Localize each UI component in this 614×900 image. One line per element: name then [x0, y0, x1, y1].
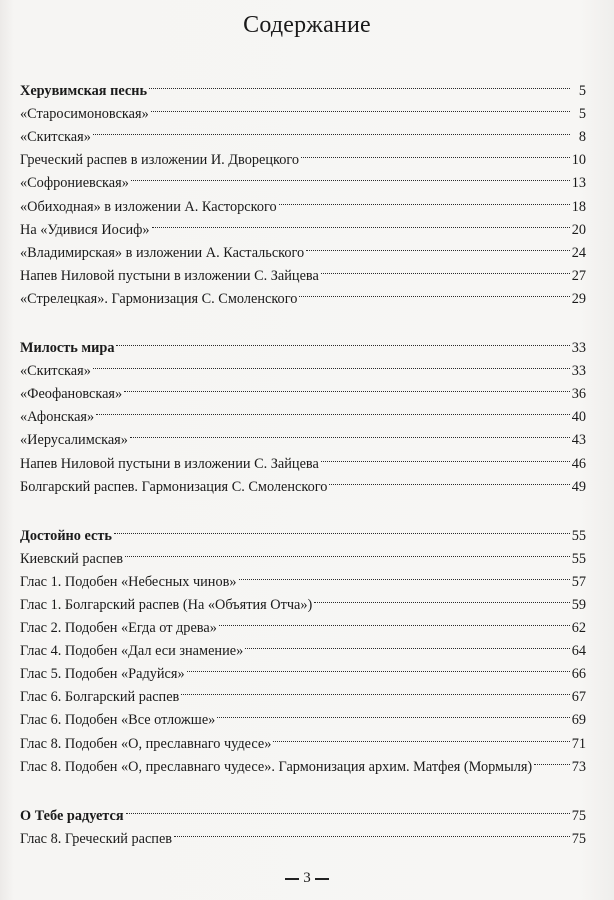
toc-page-number: 29 [571, 290, 586, 307]
toc-entry-label: «Афонская» [20, 409, 95, 426]
toc-entry[interactable] [20, 398, 586, 426]
toc-page-number: 5 [578, 83, 586, 100]
toc-page-number: 46 [571, 455, 586, 472]
toc-page-number: 75 [571, 807, 586, 824]
toc-entry-label: Глас 8. Греческий распев [20, 830, 173, 847]
toc-page-number: 69 [571, 712, 586, 729]
dot-leader [321, 444, 570, 467]
dot-leader [131, 164, 570, 187]
toc-page-number: 33 [571, 363, 586, 380]
toc-entry-label: «Владимирская» в изложении А. Кастальского [20, 244, 305, 261]
toc-page-number: 62 [571, 620, 586, 637]
dot-leader [299, 280, 569, 303]
toc-heading-label: Херувимская песнь [20, 83, 148, 100]
toc-page-number: 59 [571, 596, 586, 613]
dot-leader [93, 352, 570, 375]
dot-leader [126, 797, 570, 820]
toc-page-number: 18 [571, 198, 586, 215]
dot-leader [93, 118, 570, 141]
dot-leader [151, 95, 570, 118]
page-title: Содержание [243, 12, 371, 38]
toc-entry-label: Напев Ниловой пустыни в изложении С. Зайцева [20, 267, 319, 284]
dot-leader [273, 724, 569, 747]
toc-page-number: 67 [571, 689, 586, 706]
dot-leader [174, 820, 570, 843]
toc-entry-label: Киевский распев [20, 550, 123, 567]
toc-page-number: 71 [571, 735, 586, 752]
dot-leader [149, 72, 570, 95]
dot-leader [301, 141, 570, 164]
toc-section [20, 329, 586, 495]
toc-heading-label: Достойно есть [20, 527, 112, 544]
toc-section [20, 517, 586, 775]
dot-leader [219, 609, 570, 632]
dot-leader [116, 329, 569, 352]
dot-leader [114, 517, 570, 540]
toc-page-number: 66 [571, 666, 586, 683]
toc-entry-label: Глас 6. Подобен «Все отложше» [20, 712, 216, 729]
toc-page-number: 64 [571, 643, 586, 660]
toc-entry-label: «Иерусалимская» [20, 432, 128, 449]
dot-leader [187, 655, 570, 678]
toc-entry-label: Напев Ниловой пустыни в изложении С. Зайцева [20, 455, 319, 472]
toc-page-number: 55 [571, 527, 586, 544]
toc-entry[interactable] [20, 352, 586, 380]
toc-heading-label: О Тебе радуется [20, 807, 124, 824]
dot-leader [329, 468, 569, 491]
toc-entry-label: Болгарский распев. Гармонизация С. Смоленского [20, 478, 328, 495]
toc-entry[interactable] [20, 118, 586, 146]
toc-entry-label: Глас 4. Подобен «Дал еси знамение» [20, 643, 244, 660]
toc-section-heading[interactable] [20, 329, 586, 357]
dot-leader [314, 586, 569, 609]
toc-entry-label: «Софрониевская» [20, 175, 129, 192]
dot-leader [534, 748, 570, 771]
page-number-footer [0, 868, 614, 888]
toc-section [20, 72, 586, 307]
toc-page-number: 20 [571, 221, 586, 238]
toc-section [20, 797, 586, 847]
toc-entry-label: «Старосимоновская» [20, 106, 149, 123]
toc-entry-label: «Феофановская» [20, 386, 123, 403]
dot-leader [125, 540, 570, 563]
dot-leader [321, 257, 570, 280]
folio-dash-right [315, 878, 329, 880]
toc-page-number: 10 [571, 152, 586, 169]
toc-entry-label: «Скитская» [20, 129, 91, 146]
toc-page-number: 75 [571, 830, 586, 847]
dot-leader [245, 632, 569, 655]
toc-page-number: 55 [571, 550, 586, 567]
folio-number: 3 [303, 870, 311, 886]
dot-leader [130, 421, 570, 444]
toc-page-number: 8 [578, 129, 586, 146]
toc-page-number: 57 [571, 573, 586, 590]
toc-page-number: 40 [571, 409, 586, 426]
toc-entry-label: На «Удивися Иосиф» [20, 221, 150, 238]
toc-entry[interactable] [20, 421, 586, 449]
dot-leader [279, 187, 570, 210]
toc-page-number: 13 [571, 175, 586, 192]
toc-page-number: 36 [571, 386, 586, 403]
toc-page-number: 24 [571, 244, 586, 261]
toc-page-number: 5 [578, 106, 586, 123]
toc-section-heading[interactable] [20, 797, 586, 824]
dot-leader [124, 375, 570, 398]
toc-page-number: 33 [571, 340, 586, 357]
folio-dash-left [285, 878, 299, 880]
dot-leader [217, 701, 569, 724]
toc-entry-label: Греческий распев в изложении И. Дворецкого [20, 152, 300, 169]
toc-page-number: 49 [571, 478, 586, 495]
toc-entry[interactable] [20, 141, 586, 169]
toc-entry-label: Глас 1. Болгарский распев (На «Объятия Отча») [20, 596, 313, 613]
toc-entry-label: Глас 8. Подобен «О, преславнаго чудесе» [20, 735, 272, 752]
toc-entry-label: Глас 1. Подобен «Небесных чинов» [20, 573, 237, 590]
toc-section-heading[interactable] [20, 72, 586, 100]
toc-page-number: 73 [571, 758, 586, 775]
toc-entry-label: «Обиходная» в изложении А. Касторского [20, 198, 277, 215]
toc-entry[interactable] [20, 375, 586, 403]
dot-leader [96, 398, 570, 421]
toc-entry-label: «Скитская» [20, 363, 91, 380]
dot-leader [152, 211, 570, 234]
dot-leader [239, 563, 570, 586]
toc-entry-label: Глас 5. Подобен «Радуйся» [20, 666, 185, 683]
toc-page-number: 43 [571, 432, 586, 449]
toc-entry-label: «Стрелецкая». Гармонизация С. Смоленского [20, 290, 298, 307]
dot-leader [181, 678, 569, 701]
toc-page-number: 27 [571, 267, 586, 284]
toc-section-heading[interactable] [20, 517, 586, 544]
toc-entry-label: Глас 6. Болгарский распев [20, 689, 180, 706]
dot-leader [306, 234, 570, 257]
table-of-contents [20, 72, 586, 847]
toc-entry-label: Глас 2. Подобен «Егда от древа» [20, 620, 217, 637]
toc-heading-label: Милость мира [20, 340, 115, 357]
toc-entry-label: Глас 8. Подобен «О, преславнаго чудесе». Гармонизация архим. Матфея (Мормыля) [20, 758, 533, 775]
